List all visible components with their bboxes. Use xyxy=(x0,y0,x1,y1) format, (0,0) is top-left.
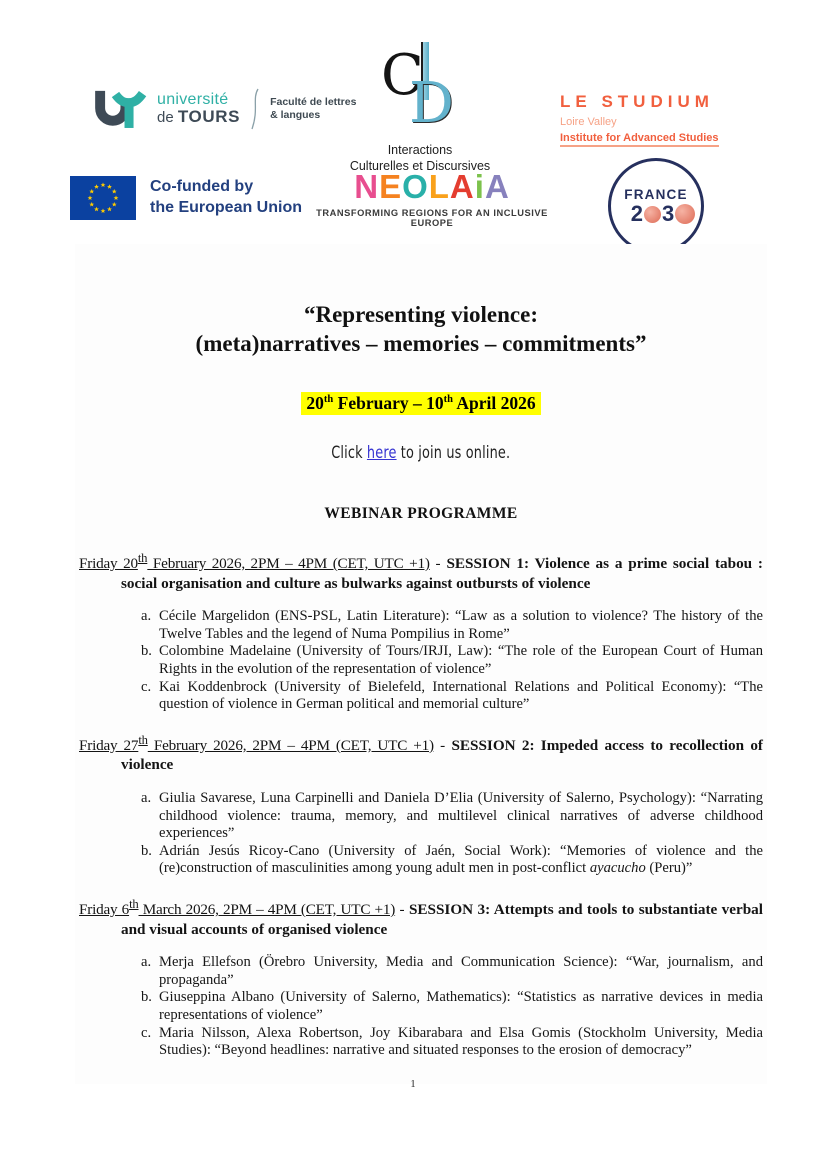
sessions-list xyxy=(79,549,763,1060)
session-item xyxy=(79,843,763,878)
icd-letter-c: C xyxy=(381,43,424,108)
session-item xyxy=(79,989,763,1024)
session-item xyxy=(79,608,763,643)
tours-wordmark-line1: université xyxy=(157,91,229,109)
eu-cofunded-logo xyxy=(70,176,302,220)
item-text: Colombine Madelaine (University of Tours/IRJI, Law): “The role of the European Court of Human Rights in the evolution of the representation of violence” xyxy=(159,643,763,678)
join-online-line xyxy=(79,443,763,463)
join-suffix: to join us online. xyxy=(396,443,511,462)
event-title xyxy=(79,300,763,358)
session-item xyxy=(79,679,763,714)
icd-logo xyxy=(340,42,500,175)
session-2-items xyxy=(79,790,763,878)
session-1-header: Friday 20th February 2026, 2PM – 4PM (CET, UTC +1) - SESSION 1: Violence as a prime social tabou : social organisation and culture as bulwarks against outbursts of violence xyxy=(79,551,763,592)
item-label: b. xyxy=(141,842,152,859)
item-text: Maria Nilsson, Alexa Robertson, Joy Kibarabara and Elsa Gomis (Stockholm University, Media Studies): “Beyond headlines: narrative and situated responses to the erosion of democracy” xyxy=(159,1024,763,1059)
session-3-items xyxy=(79,954,763,1060)
session-2-header: Friday 27th February 2026, 2PM – 4PM (CET, UTC +1) - SESSION 2: Impeded access to recollection of violence xyxy=(79,732,763,774)
universite-tours-logo xyxy=(92,88,356,130)
studium-tagline: Institute for Advanced Studies xyxy=(560,132,719,147)
session-3-block xyxy=(79,895,763,1060)
session-1-block xyxy=(79,549,763,714)
content-panel xyxy=(75,244,767,1084)
eu-flag-icon xyxy=(70,176,136,220)
item-label: c. xyxy=(141,678,152,695)
studium-title: LE STUDIUM xyxy=(560,92,714,111)
item-text: Giulia Savarese, Luna Carpinelli and Daniela D’Elia (University of Salerno, Psychology): “Narrating childhood violence: trauma, memory, and multilevel clinical narratives of adverse childhood experiences” xyxy=(159,790,763,842)
france-2030-logo xyxy=(608,158,704,254)
item-label: a. xyxy=(141,790,152,807)
session-item xyxy=(79,1025,763,1060)
ut-monogram-icon xyxy=(92,88,148,130)
item-text: Merja Ellefson (Örebro University, Media and Communication Science): “War, journalism, and propaganda” xyxy=(159,954,763,988)
event-dates-row xyxy=(79,392,763,415)
item-text: Adrián Jesús Ricoy-Cano (University of Jaén, Social Work): “Memories of violence and the (re)construction of masculinities among young adult men in post-conflict ayacucho (Peru)” xyxy=(159,842,763,877)
join-online-link[interactable]: here xyxy=(367,443,397,462)
eu-funding-label: Co-funded by the European Union xyxy=(150,178,302,216)
session-item xyxy=(79,790,763,843)
neolaia-wordmark: NEOLAiA xyxy=(354,168,510,205)
france-2030-digits: 2 3 xyxy=(631,203,682,225)
item-label: a. xyxy=(141,608,152,625)
event-dates-highlight: 20th February – 10th April 2026 xyxy=(301,392,540,415)
event-title-line2: (meta)narratives – memories – commitments” xyxy=(195,331,647,356)
session-2-block xyxy=(79,731,763,878)
item-text: Cécile Margelidon (ENS-PSL, Latin Literature): “Law as a solution to violence? The history of the Twelve Tables and the legend of Numa Pompilius in Rome” xyxy=(159,608,763,642)
item-label: b. xyxy=(141,643,152,660)
item-label: b. xyxy=(141,989,152,1006)
icd-caption: Interactions Culturelles et Discursives xyxy=(349,143,491,174)
icd-monogram-icon xyxy=(375,42,465,138)
france-2030-title: FRANCE xyxy=(624,187,688,202)
session-item xyxy=(79,954,763,989)
icd-letter-d: D xyxy=(409,71,454,136)
tours-faculty-label: Faculté de lettres & langues xyxy=(270,95,357,121)
item-text: Kai Koddenbrock (University of Bielefeld, International Relations and Political Economy): “The question of violence in German political and memorial culture” xyxy=(159,678,763,713)
item-label: c. xyxy=(141,1024,152,1041)
le-studium-logo xyxy=(560,92,719,147)
item-text: Giuseppina Albano (University of Salerno, Mathematics): “Statistics as narrative devices in media representations of violence” xyxy=(159,989,763,1024)
join-prefix: Click xyxy=(331,443,368,462)
neolaia-logo xyxy=(311,170,553,228)
page-number: 1 xyxy=(410,1079,416,1090)
event-title-line1: “Representing violence: xyxy=(303,302,538,327)
tours-wordmark xyxy=(157,92,240,126)
programme-heading: WEBINAR PROGRAMME xyxy=(324,505,518,522)
tours-divider xyxy=(249,88,261,130)
session-1-items xyxy=(79,608,763,714)
tours-wordmark-line2: de TOURS xyxy=(157,107,241,127)
neolaia-tagline: TRANSFORMING REGIONS FOR AN INCLUSIVE EUROPE xyxy=(316,208,548,228)
session-item xyxy=(79,643,763,678)
session-3-header: Friday 6th March 2026, 2PM – 4PM (CET, UTC +1) - SESSION 3: Attempts and tools to substantiate verbal and visual accounts of organised violence xyxy=(79,897,763,938)
studium-subtitle: Loire Valley xyxy=(560,116,617,128)
item-label: a. xyxy=(141,954,152,971)
